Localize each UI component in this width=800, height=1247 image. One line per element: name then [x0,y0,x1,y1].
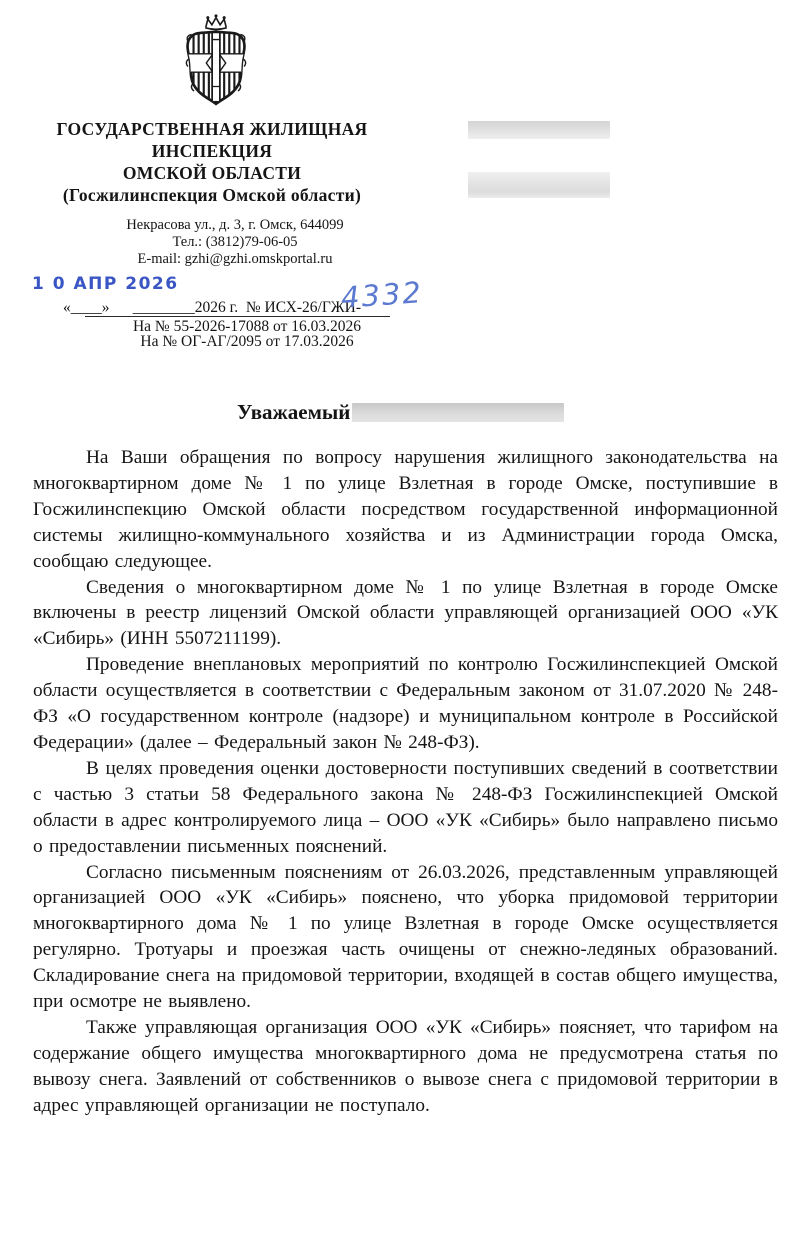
incoming-references [92,319,402,349]
redacted-recipient-line-1 [468,121,610,139]
handwritten-outgoing-number: 4332 [339,275,424,315]
reference-underline [85,316,390,317]
organization-name-line: ГОСУДАРСТВЕННАЯ ЖИЛИЩНАЯ [56,119,368,139]
contact-line: Тел.: (3812)79-06-05 [172,234,298,250]
contact-block [60,217,410,268]
body-paragraph: Проведение внеплановых мероприятий по контролю Госжилинспекцией Омской области осуществляется в соответствии с Федеральным законом от 31.07.2020 № 248-ФЗ «О государственном контроле (надзоре) и муниципальном контроле в Российской Федерации» (далее – Федеральный закон № 248-ФЗ). [33,654,778,753]
body-paragraph: В целях проведения оценки достоверности поступивших сведений в соответствии с частью 3 статьи 58 Федерального закона № 248-ФЗ Госжилинспекцией Омской области в адрес контролируемого лица – ООО «УК «Сибирь» было направлено письмо о предоставлении письменных пояснений. [33,757,778,857]
contact-line: Некрасова ул., д. 3, г. Омск, 644099 [126,217,344,233]
organization-name-line: (Госжилинспекция Омской области) [62,185,362,205]
letter-body [33,445,778,1119]
redacted-addressee-name [352,403,564,422]
redacted-recipient-line-2 [468,172,610,198]
incoming-reference-line: На № 55-2026-17088 от 16.03.2026 [132,318,361,335]
organization-name [22,118,402,206]
body-paragraph: Сведения о многоквартирном доме № 1 по улице Взлетная в городе Омске включены в реестр лицензий Омской области управляющей организацией ООО «УК «Сибирь» (ИНН 5507211199). [33,576,778,650]
date-stamp: 1 0 АПР 2026 [32,274,179,294]
organization-name-line: ОМСКОЙ ОБЛАСТИ [122,163,302,183]
organization-name-line: ИНСПЕКЦИЯ [151,141,273,161]
greeting-label: Уважаемый [237,400,351,424]
coat-of-arms-icon [176,13,256,111]
outgoing-reference-line: «____» ________2026 г. № ИСХ-26/ГЖИ- [63,299,362,316]
incoming-reference-line: На № ОГ-АГ/2095 от 17.03.2026 [140,333,354,351]
body-paragraph: Согласно письменным пояснениям от 26.03.2026, представленным управляющей организацией ООО «УК «Сибирь» пояснено, что уборка придомовой территории многоквартирного дома № 1 по улице Взлетная в городе Омске осуществляется регулярно. Тротуары и проезжая часть очищены от снежно-ледяных образований. Складирование снега на придомовой территории, входящей в состав общего имущества, при осмотре не выявлено. [33,861,778,1013]
body-paragraph: На Ваши обращения по вопросу нарушения жилищного законодательства на многоквартирном доме № 1 по улице Взлетная в городе Омске, поступившие в Госжилинспекцию Омской области посредством государственной информационной системы жилищно-коммунального хозяйства и из Администрации города Омска, сообщаю следующее. [33,447,778,572]
contact-line: E-mail: gzhi@gzhi.omskportal.ru [137,251,333,267]
body-paragraph: Также управляющая организация ООО «УК «Сибирь» поясняет, что тарифом на содержание общего имущества многоквартирного дома не предусмотрена статья по вывозу снега. Заявлений от собственников о вывозе снега с придомовой территории в адрес управляющей организации не поступало. [33,1016,778,1116]
